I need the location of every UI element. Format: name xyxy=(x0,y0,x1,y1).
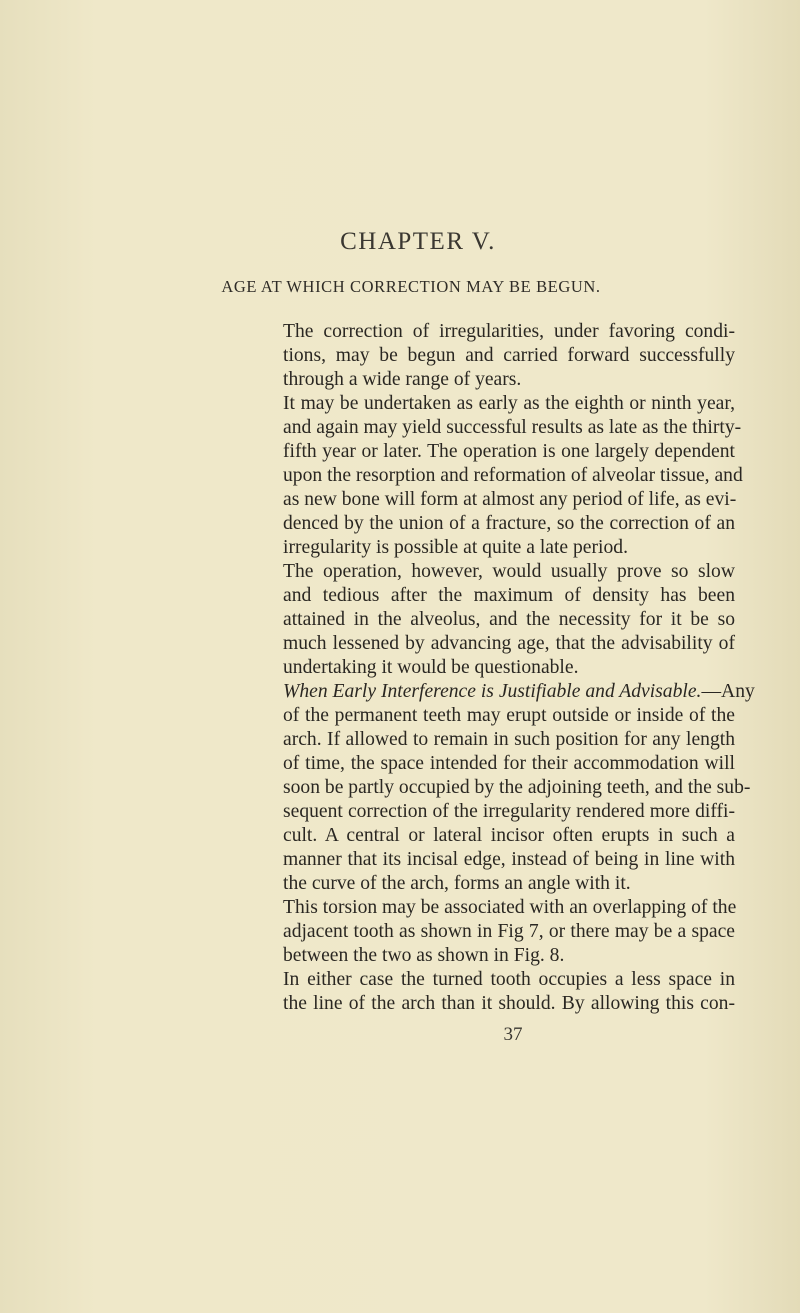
text-line: soon be partly occupied by the adjoining teeth, and the sub- xyxy=(283,777,751,798)
text-line: denced by the union of a fracture, so the correction of an xyxy=(283,513,735,534)
chapter-heading: CHAPTER V. xyxy=(340,228,496,255)
text-line: of time, the space intended for their accommodation will xyxy=(283,753,735,774)
text-line: cult. A central or lateral incisor often erupts in such a xyxy=(283,825,735,846)
text-line: upon the resorption and reformation of alveolar tissue, and xyxy=(283,465,743,486)
text-line: as new bone will form at almost any period of life, as evi- xyxy=(283,489,737,510)
text-line: fifth year or later. The operation is one largely dependent xyxy=(283,441,735,462)
text-line: between the two as shown in Fig. 8. xyxy=(283,945,565,966)
text-line: attained in the alveolus, and the necessity for it be so xyxy=(283,609,735,630)
text-line: much lessened by advancing age, that the advisability of xyxy=(283,633,735,654)
text-line: tions, may be begun and carried forward successfully xyxy=(283,345,735,366)
text-line: of the permanent teeth may erupt outside or inside of the xyxy=(283,705,735,726)
text-line: through a wide range of years. xyxy=(283,369,522,390)
text-line: adjacent tooth as shown in Fig 7, or there may be a space xyxy=(283,921,735,942)
text-line: sequent correction of the irregularity rendered more diffi- xyxy=(283,801,735,822)
text-line: The correction of irregularities, under favoring condi- xyxy=(283,321,735,342)
text-line: and again may yield successful results as late as the thirty- xyxy=(283,417,742,438)
text-line: In either case the turned tooth occupies a less space in xyxy=(283,969,735,990)
italic-heading-tail: —Any xyxy=(701,681,755,702)
text-line: undertaking it would be questionable. xyxy=(283,657,579,678)
text-line: It may be undertaken as early as the eighth or ninth year, xyxy=(283,393,735,414)
chapter-title: AGE AT WHICH CORRECTION MAY BE BEGUN. xyxy=(221,277,601,296)
text-line: the line of the arch than it should. By allowing this con- xyxy=(283,993,735,1014)
italic-heading: When Early Interference is Justifiable and Advisable. xyxy=(283,681,702,702)
text-line: manner that its incisal edge, instead of being in line with xyxy=(283,849,735,870)
text-line: The operation, however, would usually prove so slow xyxy=(283,561,735,582)
text-line: and tedious after the maximum of density has been xyxy=(283,585,735,606)
text-line: This torsion may be associated with an overlapping of the xyxy=(283,897,737,918)
page-number: 37 xyxy=(503,1024,523,1045)
text-line: arch. If allowed to remain in such position for any length xyxy=(283,729,735,750)
italic-heading-line xyxy=(283,680,755,704)
text-line: the curve of the arch, forms an angle with it. xyxy=(283,873,631,894)
body-text xyxy=(283,320,755,1016)
text-line: irregularity is possible at quite a late period. xyxy=(283,537,628,558)
